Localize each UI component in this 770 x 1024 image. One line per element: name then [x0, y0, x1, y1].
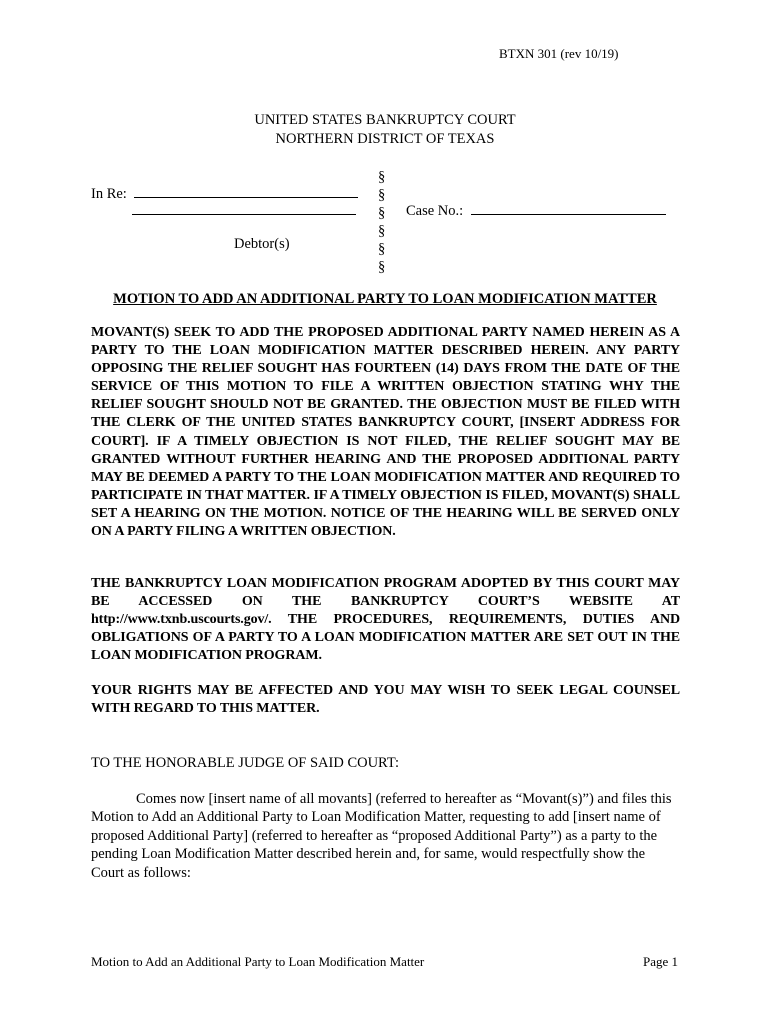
section-symbol: §: [378, 169, 386, 185]
body-paragraph: [91, 790, 680, 882]
notice-paragraph-objection: MOVANT(S) SEEK TO ADD THE PROPOSED ADDITIONAL PARTY NAMED HEREIN AS A PARTY TO THE LOAN MODIFICATION MATTER DESCRIBED HEREIN. ANY PARTY OPPOSING THE RELIEF SOUGHT HAS FOURTEEN (14) DAYS FROM THE DATE OF THE SERVICE OF THIS MOTION TO FILE A WRITTEN OBJECTION STATING WHY THE RELIEF SOUGHT SHOULD NOT BE GRANTED. THE OBJECTION MUST BE FILED WITH THE CLERK OF THE UNITED STATES BANKRUPTCY COURT, [INSERT ADDRESS FOR COURT]. IF A TIMELY OBJECTION IS NOT FILED, THE RELIEF SOUGHT MAY BE GRANTED WITHOUT FURTHER HEARING AND THE PROPOSED ADDITIONAL PARTY MAY BE DEEMED A PARTY TO THE LOAN MODIFICATION MATTER AND REQUIRED TO PARTICIPATE IN THAT MATTER. IF A TIMELY OBJECTION IS FILED, MOVANT(S) SHALL SET A HEARING ON THE MOTION. NOTICE OF THE HEARING WILL BE SERVED ONLY ON A PARTY FILING A WRITTEN OBJECTION.: [91, 325, 680, 540]
case-no-label: Case No.:: [406, 203, 464, 219]
section-symbol: §: [378, 259, 386, 275]
debtor-name-blank-2: [132, 201, 356, 215]
section-symbol: §: [378, 187, 386, 203]
case-number-line: [406, 201, 666, 220]
form-code: BTXN 301 (rev 10/19): [499, 46, 619, 61]
case-number-blank: [471, 201, 666, 215]
notice-paragraph-rights: YOUR RIGHTS MAY BE AFFECTED AND YOU MAY WISH TO SEEK LEGAL COUNSEL WITH REGARD TO THIS MATTER.: [91, 683, 680, 717]
section-symbol: §: [378, 241, 386, 257]
motion-title: MOTION TO ADD AN ADDITIONAL PARTY TO LOAN MODIFICATION MATTER: [113, 291, 657, 307]
debtor-label: Debtor(s): [234, 236, 290, 252]
section-symbol: §: [378, 205, 386, 221]
page-number: Page 1: [643, 954, 679, 969]
court-heading: [0, 111, 770, 149]
body-paragraph-text: Comes now [insert name of all movants] (referred to hereafter as “Movant(s)”) and files this Motion to Add an Additional Party to Loan Modification Matter, requesting to add [insert name of proposed Additional Party] (referred to hereafter as “proposed Additional Party”) as a party to the pending Loan Modification Matter described herein and, for same, would respectfully show the Court as follows:: [91, 791, 672, 881]
in-re-label: In Re:: [91, 186, 127, 202]
section-symbol: §: [378, 223, 386, 239]
notice-paragraph-program: THE BANKRUPTCY LOAN MODIFICATION PROGRAM ADOPTED BY THIS COURT MAY BE ACCESSED ON THE BANKRUPTCY COURT’S WEBSITE AT http://www.txnb.uscourts.gov/. THE PROCEDURES, REQUIREMENTS, DUTIES AND OBLIGATIONS OF A PARTY TO A LOAN MODIFICATION MATTER ARE SET OUT IN THE LOAN MODIFICATION PROGRAM.: [91, 576, 680, 664]
court-district: NORTHERN DISTRICT OF TEXAS: [275, 131, 495, 147]
court-name: UNITED STATES BANKRUPTCY COURT: [254, 112, 516, 128]
debtor-name-line-2: [132, 201, 356, 220]
footer-title: Motion to Add an Additional Party to Loan Modification Matter: [91, 954, 425, 969]
salutation: TO THE HONORABLE JUDGE OF SAID COURT:: [91, 755, 400, 771]
section-symbol-column: [378, 168, 385, 276]
debtor-name-blank: [134, 184, 358, 198]
